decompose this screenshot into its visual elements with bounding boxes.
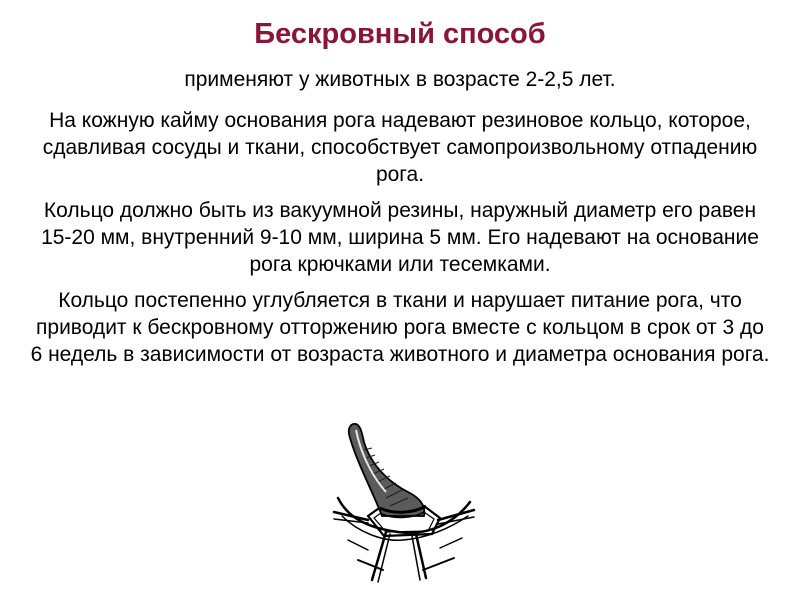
horn-ring-illustration xyxy=(328,420,478,592)
paragraph-age: применяют у животных в возрасте 2-2,5 лет. xyxy=(184,68,616,91)
slide-body xyxy=(30,66,770,377)
slide-title: Бескровный способ xyxy=(254,18,546,50)
paragraph-outcome: Кольцо постепенно углубляется в ткани и нарушает питание рога, что приводит к бескровному отторжению рога вместе с кольцом в срок от 3 до 6 недель в зависимости от возраста животного и диаметра основания рога. xyxy=(30,289,770,366)
paragraph-ring-spec: Кольцо должно быть из вакуумной резины, наружный диаметр его равен 15-20 мм, внутренний 9-10 мм, ширина 5 мм. Его надевают на основание рога крючками или тесемками. xyxy=(41,199,759,276)
horn-icon xyxy=(328,420,478,592)
paragraph-ring-placement: На кожную кайму основания рога надевают резиновое кольцо, которое, сдавливая сосуды и ткани, способствует самопроизвольному отпадению рога. xyxy=(42,109,758,186)
